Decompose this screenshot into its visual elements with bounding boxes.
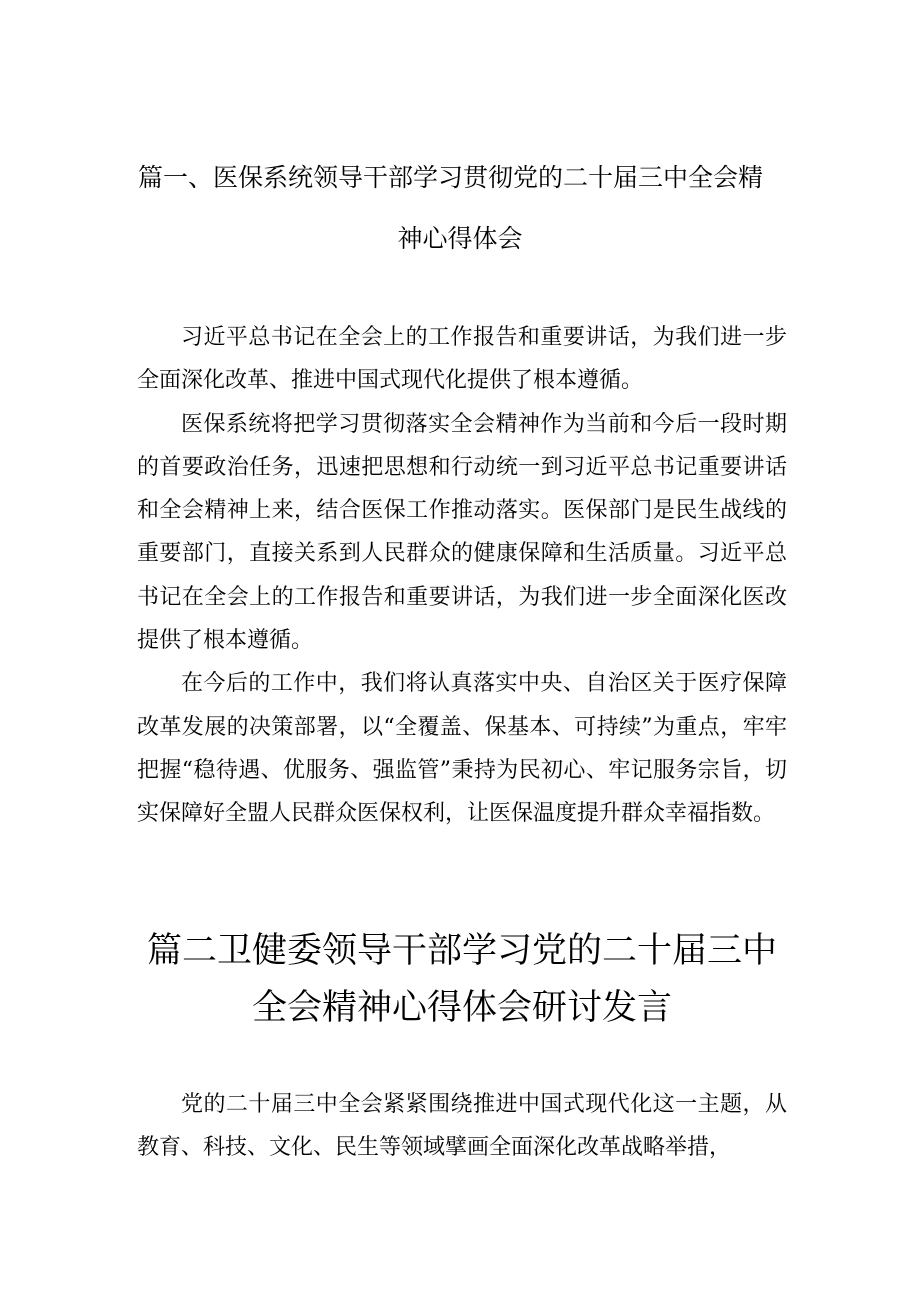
section1-paragraph-3: 在今后的工作中，我们将认真落实中央、自治区关于医疗保障改革发展的决策部署，以“全覆盖、保基本、可持续”为重点，牢牢把握“稳待遇、优服务、强监管”秉持为民初心、牢记服务宗旨，切实保障好全盟人民群众医保权利，让医保温度提升群众幸福指数。 xyxy=(137,671,787,827)
section1-paragraph-2: 医保系统将把学习贯彻落实全会精神作为当前和今后一段时期的首要政治任务，迅速把思想和行动统一到习近平总书记重要讲话和全会精神上来，结合医保工作推动落实。医保部门是民生战线的重要部门，直接关系到人民群众的健康保障和生活质量。习近平总书记在全会上的工作报告和重要讲话，为我们进一步全面深化医改提供了根本遵循。 xyxy=(137,411,787,654)
section2-body xyxy=(137,1083,787,1170)
section2-title-line2: 全会精神心得体会研讨发言 xyxy=(251,988,672,1028)
section1-body xyxy=(137,316,787,836)
section2-paragraph-1: 党的二十届三中全会紧紧围绕推进中国式现代化这一主题，从教育、科技、文化、民生等领域擘画全面深化改革战略举措， xyxy=(137,1092,787,1161)
section1-title-line1: 篇一、医保系统领导干部学习贯彻党的二十届三中全会精 xyxy=(138,163,764,192)
section1-paragraph-1: 习近平总书记在全会上的工作报告和重要讲话，为我们进一步全面深化改革、推进中国式现代化提供了根本遵循。 xyxy=(137,325,787,394)
section1-title-line2: 神心得体会 xyxy=(397,224,523,253)
section2-title-line1: 篇二卫健委领导干部学习党的二十届三中 xyxy=(146,931,777,971)
